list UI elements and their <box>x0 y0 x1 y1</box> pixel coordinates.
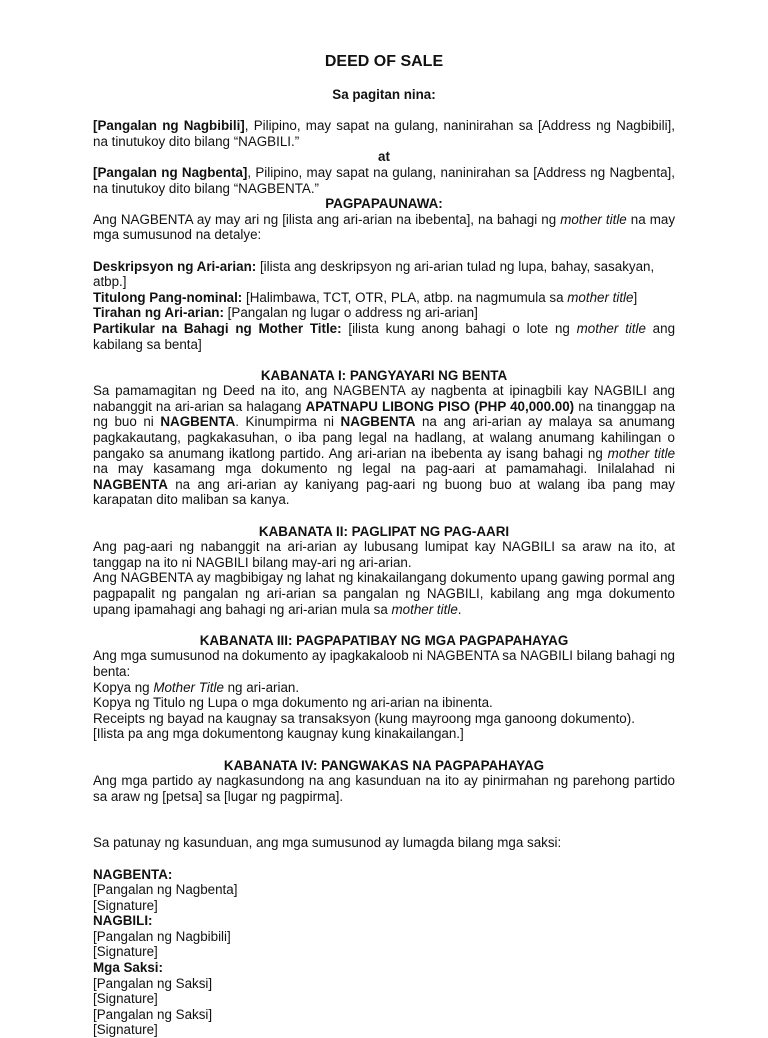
party-nagbenta-name: [Pangalan ng Nagbenta] <box>93 164 248 180</box>
conjunction: at <box>378 149 390 165</box>
kabanata-2-para-2 <box>93 570 675 617</box>
detail-partikular <box>93 321 675 352</box>
detail-value: ] <box>633 289 638 305</box>
signature-label: NAGBENTA: <box>93 866 173 882</box>
bold-run: APATNAPU LIBONG PISO (PHP 40,000.00) <box>305 398 575 414</box>
kabanata-1-text <box>93 383 675 508</box>
saksi-1-signature: [Signature] <box>93 991 158 1007</box>
text-run: na ang ari-arian ay malaya sa anumang pagkakautang, pagkakasuhan, o iba pang legal na hadlang, at walang anumang kahilingan o pangako sa anumang ikatlong partido. Ang ari-arian na ibebenta ay isang bahagi ng <box>93 414 676 461</box>
text-run: Sa pamamagitan ng Deed na ito, ang NAGBENTA ay nagbenta at ipinagbili kay NAGBILI ang nabanggit na ari-arian sa halagang <box>93 383 675 414</box>
document-list-item: [Ilista pa ang mga dokumentong kaugnay kung kinakailangan.] <box>93 726 464 742</box>
document-title: DEED OF SALE <box>324 53 444 70</box>
saksi-1-name: [Pangalan ng Saksi] <box>93 975 213 991</box>
detail-value: [ilista ang deskripsyon ng ari-arian tulad ng lupa, bahay, sasakyan, atbp.] <box>93 258 655 290</box>
document-list-item <box>93 680 675 696</box>
text-run: Kopya ng <box>93 679 154 695</box>
pagpapaunawa-text <box>93 212 675 243</box>
text-run: . Kinumpirma ni <box>235 414 341 430</box>
text-run: na tinanggap na ng buo ni <box>93 398 676 430</box>
nagbenta-name: [Pangalan ng Nagbenta] <box>93 882 238 898</box>
witness-intro: Sa patunay ng kasunduan, ang mga sumusunod ay lumagda bilang mga saksi: <box>93 835 562 851</box>
italic-run: mother title <box>576 320 646 336</box>
party-nagbili-name: [Pangalan ng Nagbibili] <box>93 118 245 134</box>
italic-run: mother title <box>607 445 676 461</box>
kabanata-3-heading: KABANATA III: PAGPAPATIBAY NG MGA PAGPAPAHAYAG <box>199 632 569 648</box>
kabanata-2-para-1: Ang pag-aari ng nabanggit na ari-arian ay lubusang lumipat kay NAGBILI sa araw na ito, at tanggap na ito ni NAGBILI bilang may-ari ng ari-arian. <box>93 539 675 570</box>
pagpapaunawa-heading: PAGPAPAUNAWA: <box>325 196 443 212</box>
saksi-2-signature: [Signature] <box>93 1022 158 1038</box>
detail-deskripsyon <box>93 259 675 290</box>
kabanata-4-heading: KABANATA IV: PANGWAKAS NA PAGPAPAHAYAG <box>223 757 545 773</box>
saksi-2-name: [Pangalan ng Saksi] <box>93 1006 213 1022</box>
document-body <box>93 52 675 1038</box>
detail-value: [Halimbawa, TCT, OTR, PLA, atbp. na nagmumula sa <box>242 289 568 305</box>
italic-run: mother title <box>560 211 627 227</box>
nagbili-label <box>93 913 675 929</box>
signature-label: NAGBILI: <box>93 913 153 929</box>
party-nagbenta <box>93 165 675 196</box>
detail-label: Deskripsyon ng Ari-arian: <box>93 258 257 274</box>
signature-label: Mga Saksi: <box>93 960 163 976</box>
bold-run: NAGBENTA <box>160 414 236 430</box>
party-nagbili <box>93 118 675 149</box>
kabanata-3-para: Ang mga sumusunod na dokumento ay ipagkakaloob ni NAGBENTA sa NAGBILI bilang bahagi ng benta: <box>93 648 675 679</box>
nagbenta-label <box>93 867 675 883</box>
detail-titulo <box>93 290 675 306</box>
nagbili-signature: [Signature] <box>93 944 158 960</box>
text-run: Ang NAGBENTA ay magbibigay ng lahat ng kinakailangang dokumento upang gawing pormal ang pagpapalit ng pangalan ng ari-arian sa pangalan ng NAGBILI, kabilang ang mga dokumento upang ipamahagi ang bahagi ng ari-arian mula sa <box>93 570 675 617</box>
party-nagbenta-text: , Pilipino, may sapat na gulang, naninirahan sa [Address ng Nagbenta], na tinutukoy dito bilang “NAGBENTA.” <box>93 164 675 196</box>
italic-run: mother title <box>391 601 458 617</box>
bold-run: NAGBENTA <box>93 476 168 492</box>
document-list-item: Kopya ng Titulo ng Lupa o mga dokumento ng ari-arian na ibinenta. <box>93 695 493 711</box>
text-run: na ang ari-arian ay kaniyang pag-aari ng buong buo at walang iba pang may karapatan dito maliban sa kanya. <box>93 476 675 508</box>
text-run: na may kasamang mga dokumento ng legal na pag-aari at pamamahagi. Inilalahad ni <box>93 461 675 477</box>
italic-run: mother title <box>567 289 634 305</box>
detail-tirahan <box>93 305 675 321</box>
detail-value: ang kabilang sa benta] <box>93 320 676 352</box>
text-run: na may mga sumusunod na detalye: <box>93 211 676 243</box>
nagbili-name: [Pangalan ng Nagbibili] <box>93 928 231 944</box>
document-list-item: Receipts ng bayad na kaugnay sa transaksyon (kung mayroong mga ganoong dokumento). <box>93 710 635 726</box>
nagbenta-signature: [Signature] <box>93 897 158 913</box>
text-run: Ang NAGBENTA ay may ari ng [ilista ang ari-arian na ibebenta], na bahagi ng <box>93 211 561 227</box>
text-run: ng ari-arian. <box>223 679 300 695</box>
party-nagbili-text: , Pilipino, may sapat na gulang, naninirahan sa [Address ng Nagbibili], na tinutukoy dito bilang “NAGBILI.” <box>93 118 675 149</box>
italic-run: Mother Title <box>153 679 224 695</box>
saksi-label <box>93 960 675 976</box>
kabanata-1-heading: KABANATA I: PANGYAYARI NG BENTA <box>260 367 508 383</box>
detail-value: [ilista kung anong bahagi o lote ng <box>341 320 577 336</box>
kabanata-2-heading: KABANATA II: PAGLIPAT NG PAG-AARI <box>258 523 510 539</box>
intro-line: Sa pagitan nina: <box>332 87 436 102</box>
bold-run: NAGBENTA <box>340 414 416 430</box>
detail-label: Tirahan ng Ari-arian: <box>93 305 224 321</box>
text-run: . <box>457 601 462 617</box>
detail-label: Titulong Pang-nominal: <box>93 289 243 305</box>
kabanata-4-para: Ang mga partido ay nagkasundong na ang kasunduan na ito ay pinirmahan ng parehong partido sa araw ng [petsa] sa [lugar ng pagpirma]. <box>93 773 675 804</box>
detail-label: Partikular na Bahagi ng Mother Title: <box>93 320 342 336</box>
detail-value: [Pangalan ng lugar o address ng ari-arian] <box>223 305 478 321</box>
